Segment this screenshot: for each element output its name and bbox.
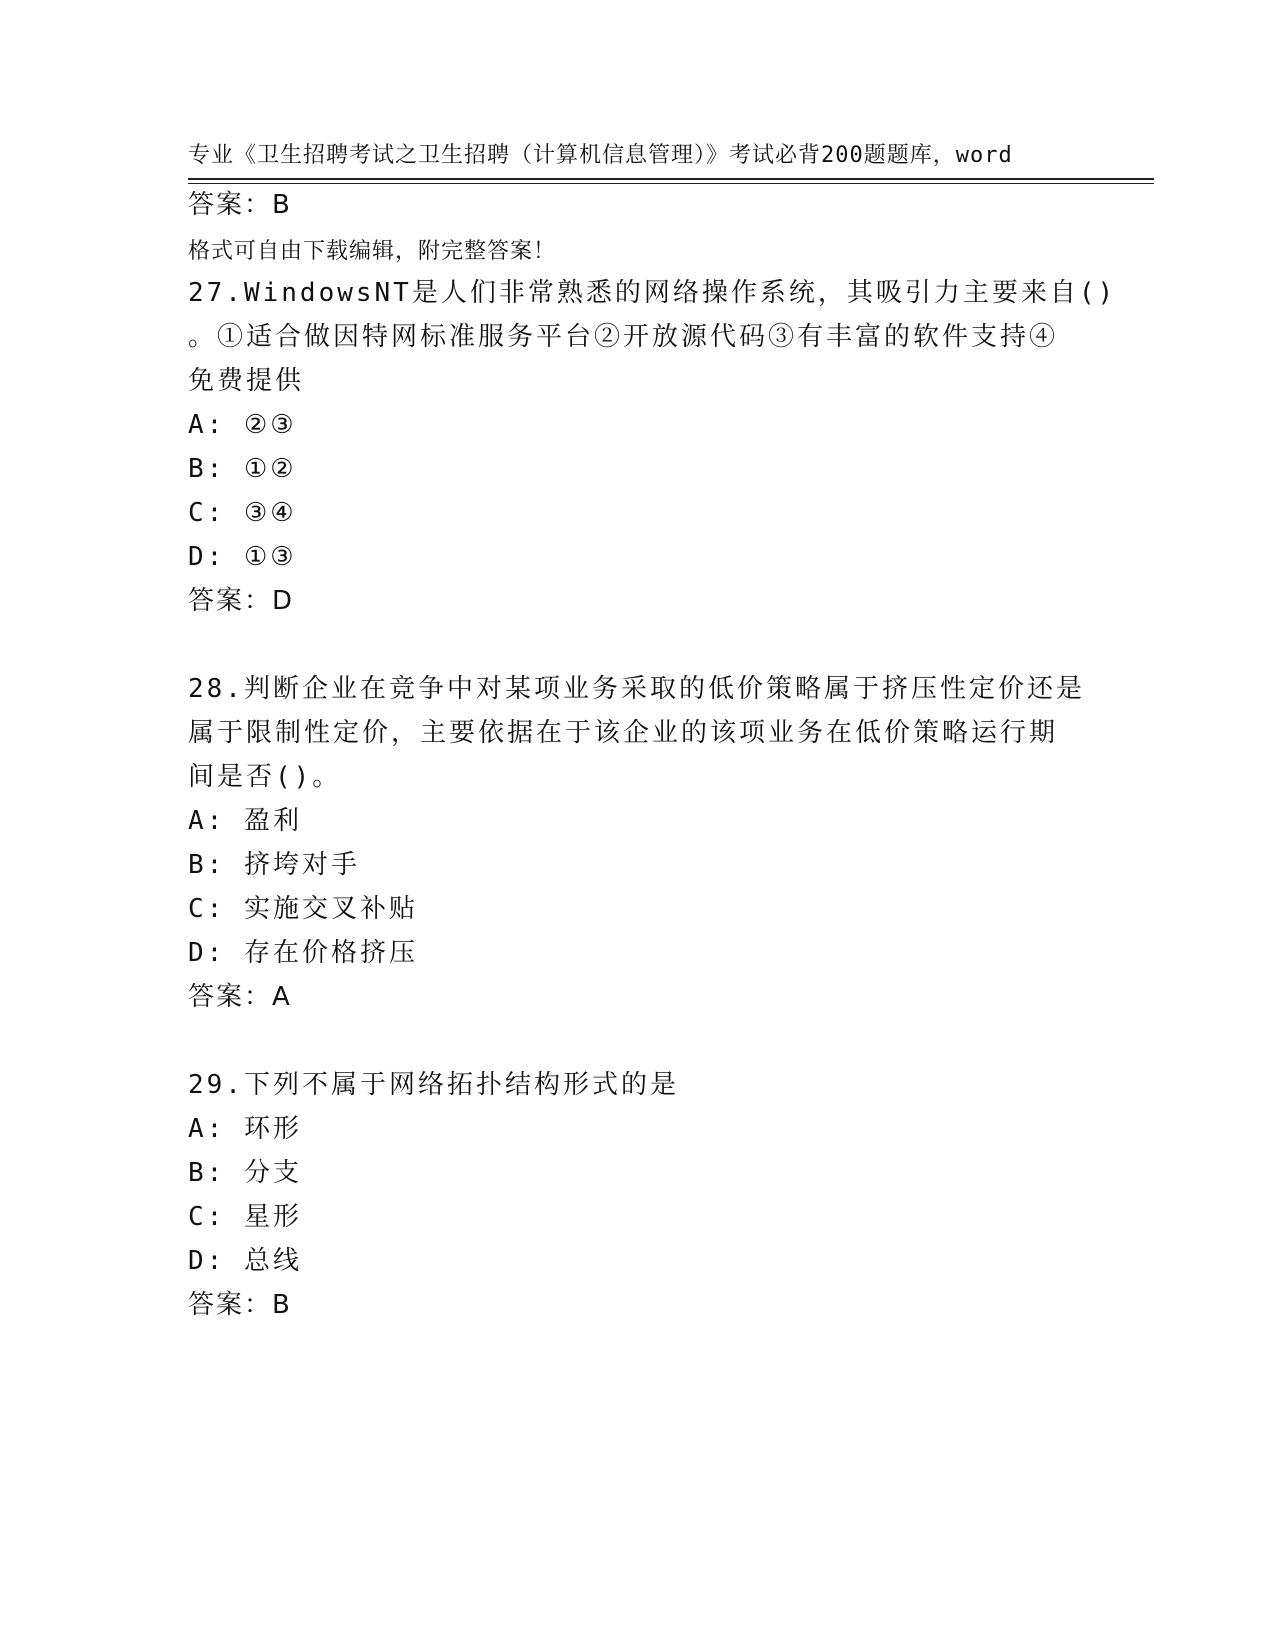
- previous-answer: 答案：B: [188, 190, 292, 220]
- question-29-option-b: B: 分支: [188, 1158, 302, 1188]
- header-divider-thin: [188, 183, 1154, 184]
- question-28-option-b: B: 挤垮对手: [188, 850, 360, 880]
- question-29-option-d: D: 总线: [188, 1246, 302, 1276]
- question-27-option-a: A: ②③: [188, 410, 297, 440]
- question-27-option-c: C: ③④: [188, 498, 297, 528]
- question-29-answer: 答案：B: [188, 1290, 292, 1320]
- question-28-option-c: C: 实施交叉补贴: [188, 894, 418, 924]
- header-divider-thick: [188, 178, 1154, 180]
- question-27-line-3: 免费提供: [188, 366, 305, 396]
- header-line-2: 格式可自由下载编辑，附完整答案！: [188, 239, 557, 264]
- header-line-1: 专业《卫生招聘考试之卫生招聘（计算机信息管理）》考试必背200题题库，word: [188, 143, 1013, 168]
- question-28-option-a: A: 盈利: [188, 806, 302, 836]
- question-28-line-2: 属于限制性定价，主要依据在于该企业的该项业务在低价策略运行期: [188, 718, 1059, 748]
- question-28-option-d: D: 存在价格挤压: [188, 938, 418, 968]
- question-29-line-1: 29.下列不属于网络拓扑结构形式的是: [188, 1070, 679, 1100]
- question-27-line-2: 。①适合做因特网标准服务平台②开放源代码③有丰富的软件支持④: [188, 322, 1059, 352]
- question-27-option-b: B: ①②: [188, 454, 297, 484]
- question-27-line-1: 27.WindowsNT是人们非常熟悉的网络操作系统，其吸引力主要来自(): [188, 278, 1117, 308]
- question-29-option-c: C: 星形: [188, 1202, 302, 1232]
- question-29-option-a: A: 环形: [188, 1114, 302, 1144]
- question-28-line-1: 28.判断企业在竞争中对某项业务采取的低价策略属于挤压性定价还是: [188, 674, 1085, 704]
- question-27-answer: 答案：D: [188, 586, 295, 616]
- question-27-option-d: D: ①③: [188, 542, 297, 572]
- question-28-line-3: 间是否()。: [188, 762, 342, 792]
- question-28-answer: 答案：A: [188, 982, 292, 1012]
